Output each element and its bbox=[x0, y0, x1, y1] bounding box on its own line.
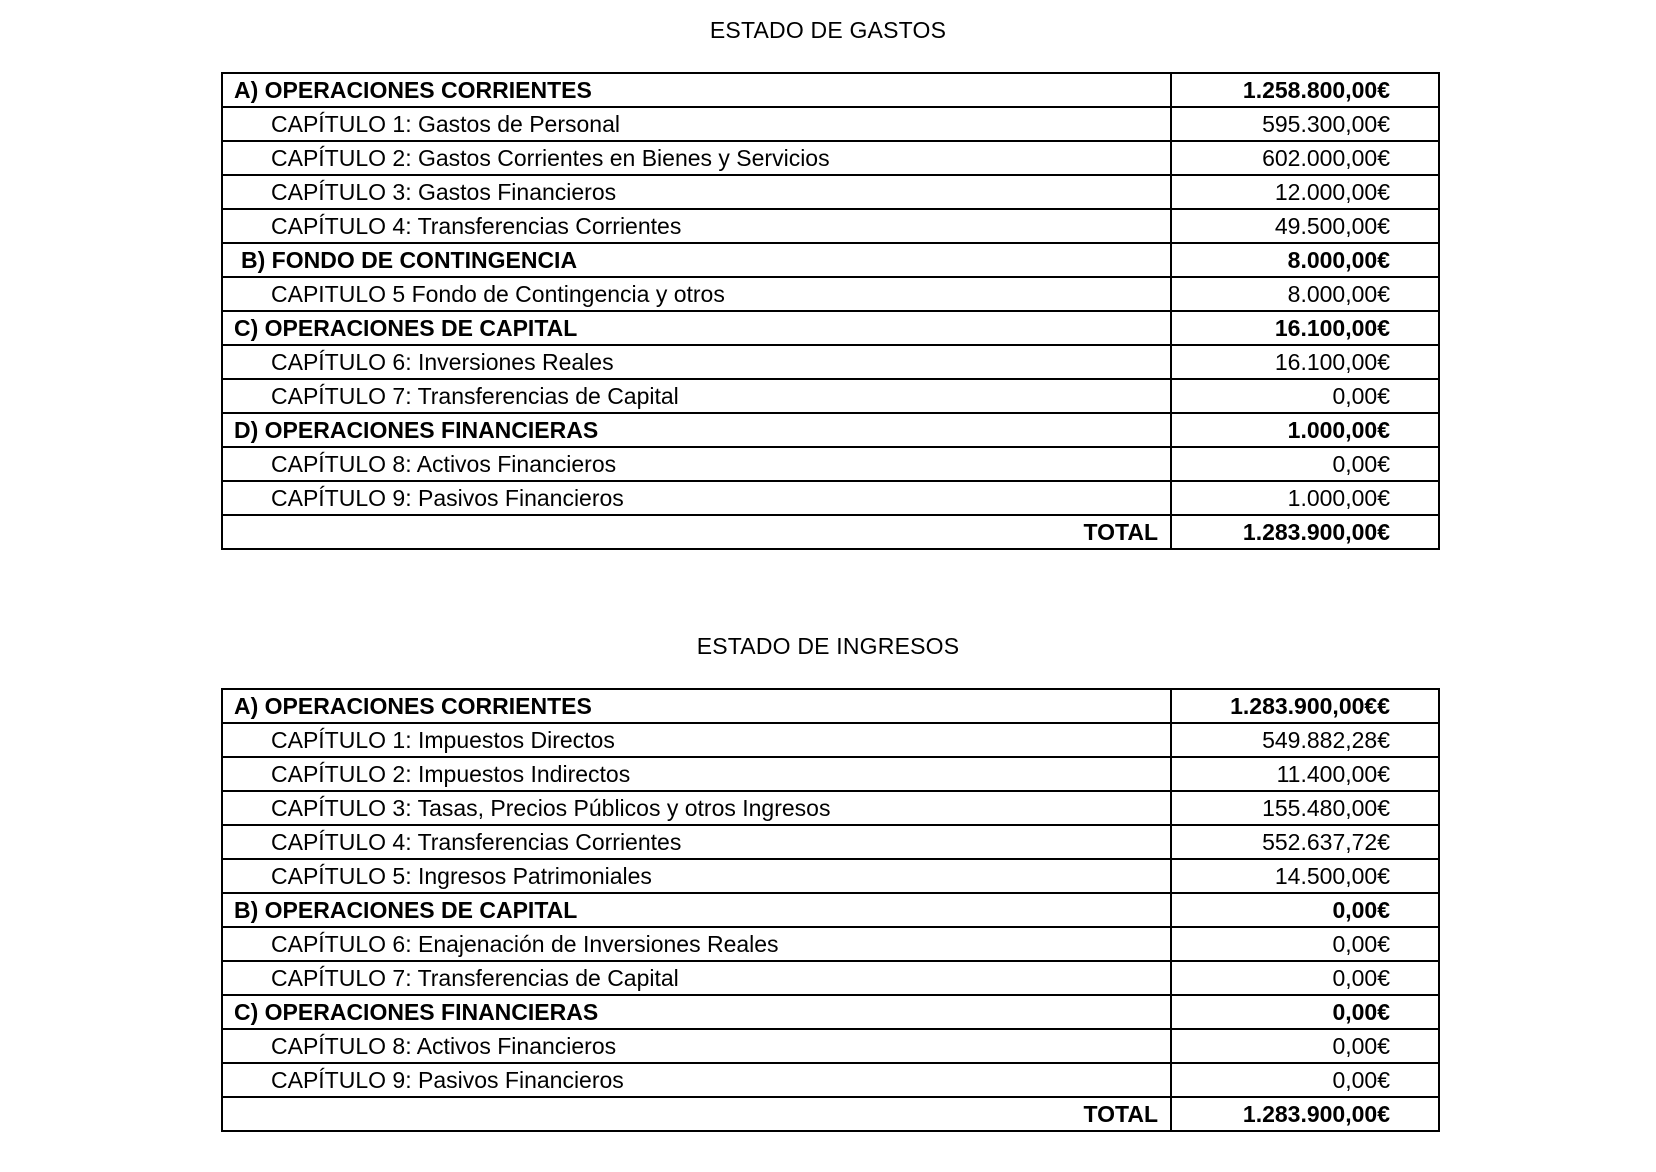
gastos-title: ESTADO DE GASTOS bbox=[709, 17, 947, 43]
table-row bbox=[222, 107, 1439, 141]
table-row bbox=[222, 961, 1439, 995]
row-label: B) FONDO DE CONTINGENCIA bbox=[222, 243, 1171, 277]
row-amount: 0,00€ bbox=[1171, 1029, 1439, 1063]
row-amount: 16.100,00€ bbox=[1171, 311, 1439, 345]
table-row bbox=[222, 175, 1439, 209]
row-amount: 8.000,00€ bbox=[1171, 277, 1439, 311]
table-row bbox=[222, 73, 1439, 107]
row-amount: 549.882,28€ bbox=[1171, 723, 1439, 757]
table-row bbox=[222, 927, 1439, 961]
row-label: CAPÍTULO 9: Pasivos Financieros bbox=[222, 481, 1171, 515]
row-amount: 155.480,00€ bbox=[1171, 791, 1439, 825]
row-label: C) OPERACIONES FINANCIERAS bbox=[222, 995, 1171, 1029]
table-row bbox=[222, 277, 1439, 311]
row-label: CAPÍTULO 8: Activos Financieros bbox=[222, 1029, 1171, 1063]
table-row bbox=[222, 311, 1439, 345]
ingresos-table bbox=[221, 688, 1440, 1132]
table-row bbox=[222, 893, 1439, 927]
table-row bbox=[222, 1029, 1439, 1063]
row-amount: 11.400,00€ bbox=[1171, 757, 1439, 791]
table-row bbox=[222, 209, 1439, 243]
total-label: TOTAL bbox=[222, 515, 1171, 549]
row-amount: 8.000,00€ bbox=[1171, 243, 1439, 277]
row-amount: 12.000,00€ bbox=[1171, 175, 1439, 209]
table-row bbox=[222, 859, 1439, 893]
row-label: CAPÍTULO 7: Transferencias de Capital bbox=[222, 961, 1171, 995]
row-amount: 602.000,00€ bbox=[1171, 141, 1439, 175]
row-amount: 16.100,00€ bbox=[1171, 345, 1439, 379]
row-label: CAPÍTULO 5: Ingresos Patrimoniales bbox=[222, 859, 1171, 893]
row-label: A) OPERACIONES CORRIENTES bbox=[222, 689, 1171, 723]
row-label: CAPÍTULO 6: Enajenación de Inversiones Reales bbox=[222, 927, 1171, 961]
table-row bbox=[222, 447, 1439, 481]
row-label: CAPÍTULO 4: Transferencias Corrientes bbox=[222, 209, 1171, 243]
total-amount: 1.283.900,00€ bbox=[1171, 1097, 1439, 1131]
total-row bbox=[222, 515, 1439, 549]
ingresos-title: ESTADO DE INGRESOS bbox=[696, 633, 960, 659]
table-row bbox=[222, 1063, 1439, 1097]
row-label: CAPÍTULO 2: Impuestos Indirectos bbox=[222, 757, 1171, 791]
table-row bbox=[222, 141, 1439, 175]
table-row bbox=[222, 481, 1439, 515]
total-amount: 1.283.900,00€ bbox=[1171, 515, 1439, 549]
table-row bbox=[222, 345, 1439, 379]
total-label: TOTAL bbox=[222, 1097, 1171, 1131]
row-amount: 0,00€ bbox=[1171, 1063, 1439, 1097]
table-row bbox=[222, 723, 1439, 757]
row-amount: 552.637,72€ bbox=[1171, 825, 1439, 859]
row-amount: 49.500,00€ bbox=[1171, 209, 1439, 243]
row-amount: 1.258.800,00€ bbox=[1171, 73, 1439, 107]
table-row bbox=[222, 243, 1439, 277]
row-label: CAPÍTULO 8: Activos Financieros bbox=[222, 447, 1171, 481]
row-label: CAPÍTULO 3: Tasas, Precios Públicos y otros Ingresos bbox=[222, 791, 1171, 825]
gastos-table bbox=[221, 72, 1440, 550]
table-row bbox=[222, 379, 1439, 413]
total-row bbox=[222, 1097, 1439, 1131]
row-amount: 14.500,00€ bbox=[1171, 859, 1439, 893]
row-label: CAPÍTULO 9: Pasivos Financieros bbox=[222, 1063, 1171, 1097]
row-amount: 1.000,00€ bbox=[1171, 413, 1439, 447]
row-amount: 1.000,00€ bbox=[1171, 481, 1439, 515]
row-amount: 0,00€ bbox=[1171, 447, 1439, 481]
row-amount: 0,00€ bbox=[1171, 927, 1439, 961]
row-label: B) OPERACIONES DE CAPITAL bbox=[222, 893, 1171, 927]
table-row bbox=[222, 413, 1439, 447]
row-label: A) OPERACIONES CORRIENTES bbox=[222, 73, 1171, 107]
row-amount: 0,00€ bbox=[1171, 961, 1439, 995]
row-amount: 0,00€ bbox=[1171, 379, 1439, 413]
row-amount: 595.300,00€ bbox=[1171, 107, 1439, 141]
table-row bbox=[222, 791, 1439, 825]
row-amount: 0,00€ bbox=[1171, 893, 1439, 927]
row-label: CAPÍTULO 1: Gastos de Personal bbox=[222, 107, 1171, 141]
table-row bbox=[222, 689, 1439, 723]
row-label: CAPÍTULO 7: Transferencias de Capital bbox=[222, 379, 1171, 413]
row-label: CAPITULO 5 Fondo de Contingencia y otros bbox=[222, 277, 1171, 311]
row-label: C) OPERACIONES DE CAPITAL bbox=[222, 311, 1171, 345]
row-label: CAPÍTULO 2: Gastos Corrientes en Bienes y Servicios bbox=[222, 141, 1171, 175]
row-amount: 0,00€ bbox=[1171, 995, 1439, 1029]
row-label: CAPÍTULO 4: Transferencias Corrientes bbox=[222, 825, 1171, 859]
table-row bbox=[222, 995, 1439, 1029]
row-label: CAPÍTULO 3: Gastos Financieros bbox=[222, 175, 1171, 209]
table-row bbox=[222, 757, 1439, 791]
row-label: CAPÍTULO 6: Inversiones Reales bbox=[222, 345, 1171, 379]
row-label: CAPÍTULO 1: Impuestos Directos bbox=[222, 723, 1171, 757]
table-row bbox=[222, 825, 1439, 859]
row-amount: 1.283.900,00€€ bbox=[1171, 689, 1439, 723]
row-label: D) OPERACIONES FINANCIERAS bbox=[222, 413, 1171, 447]
